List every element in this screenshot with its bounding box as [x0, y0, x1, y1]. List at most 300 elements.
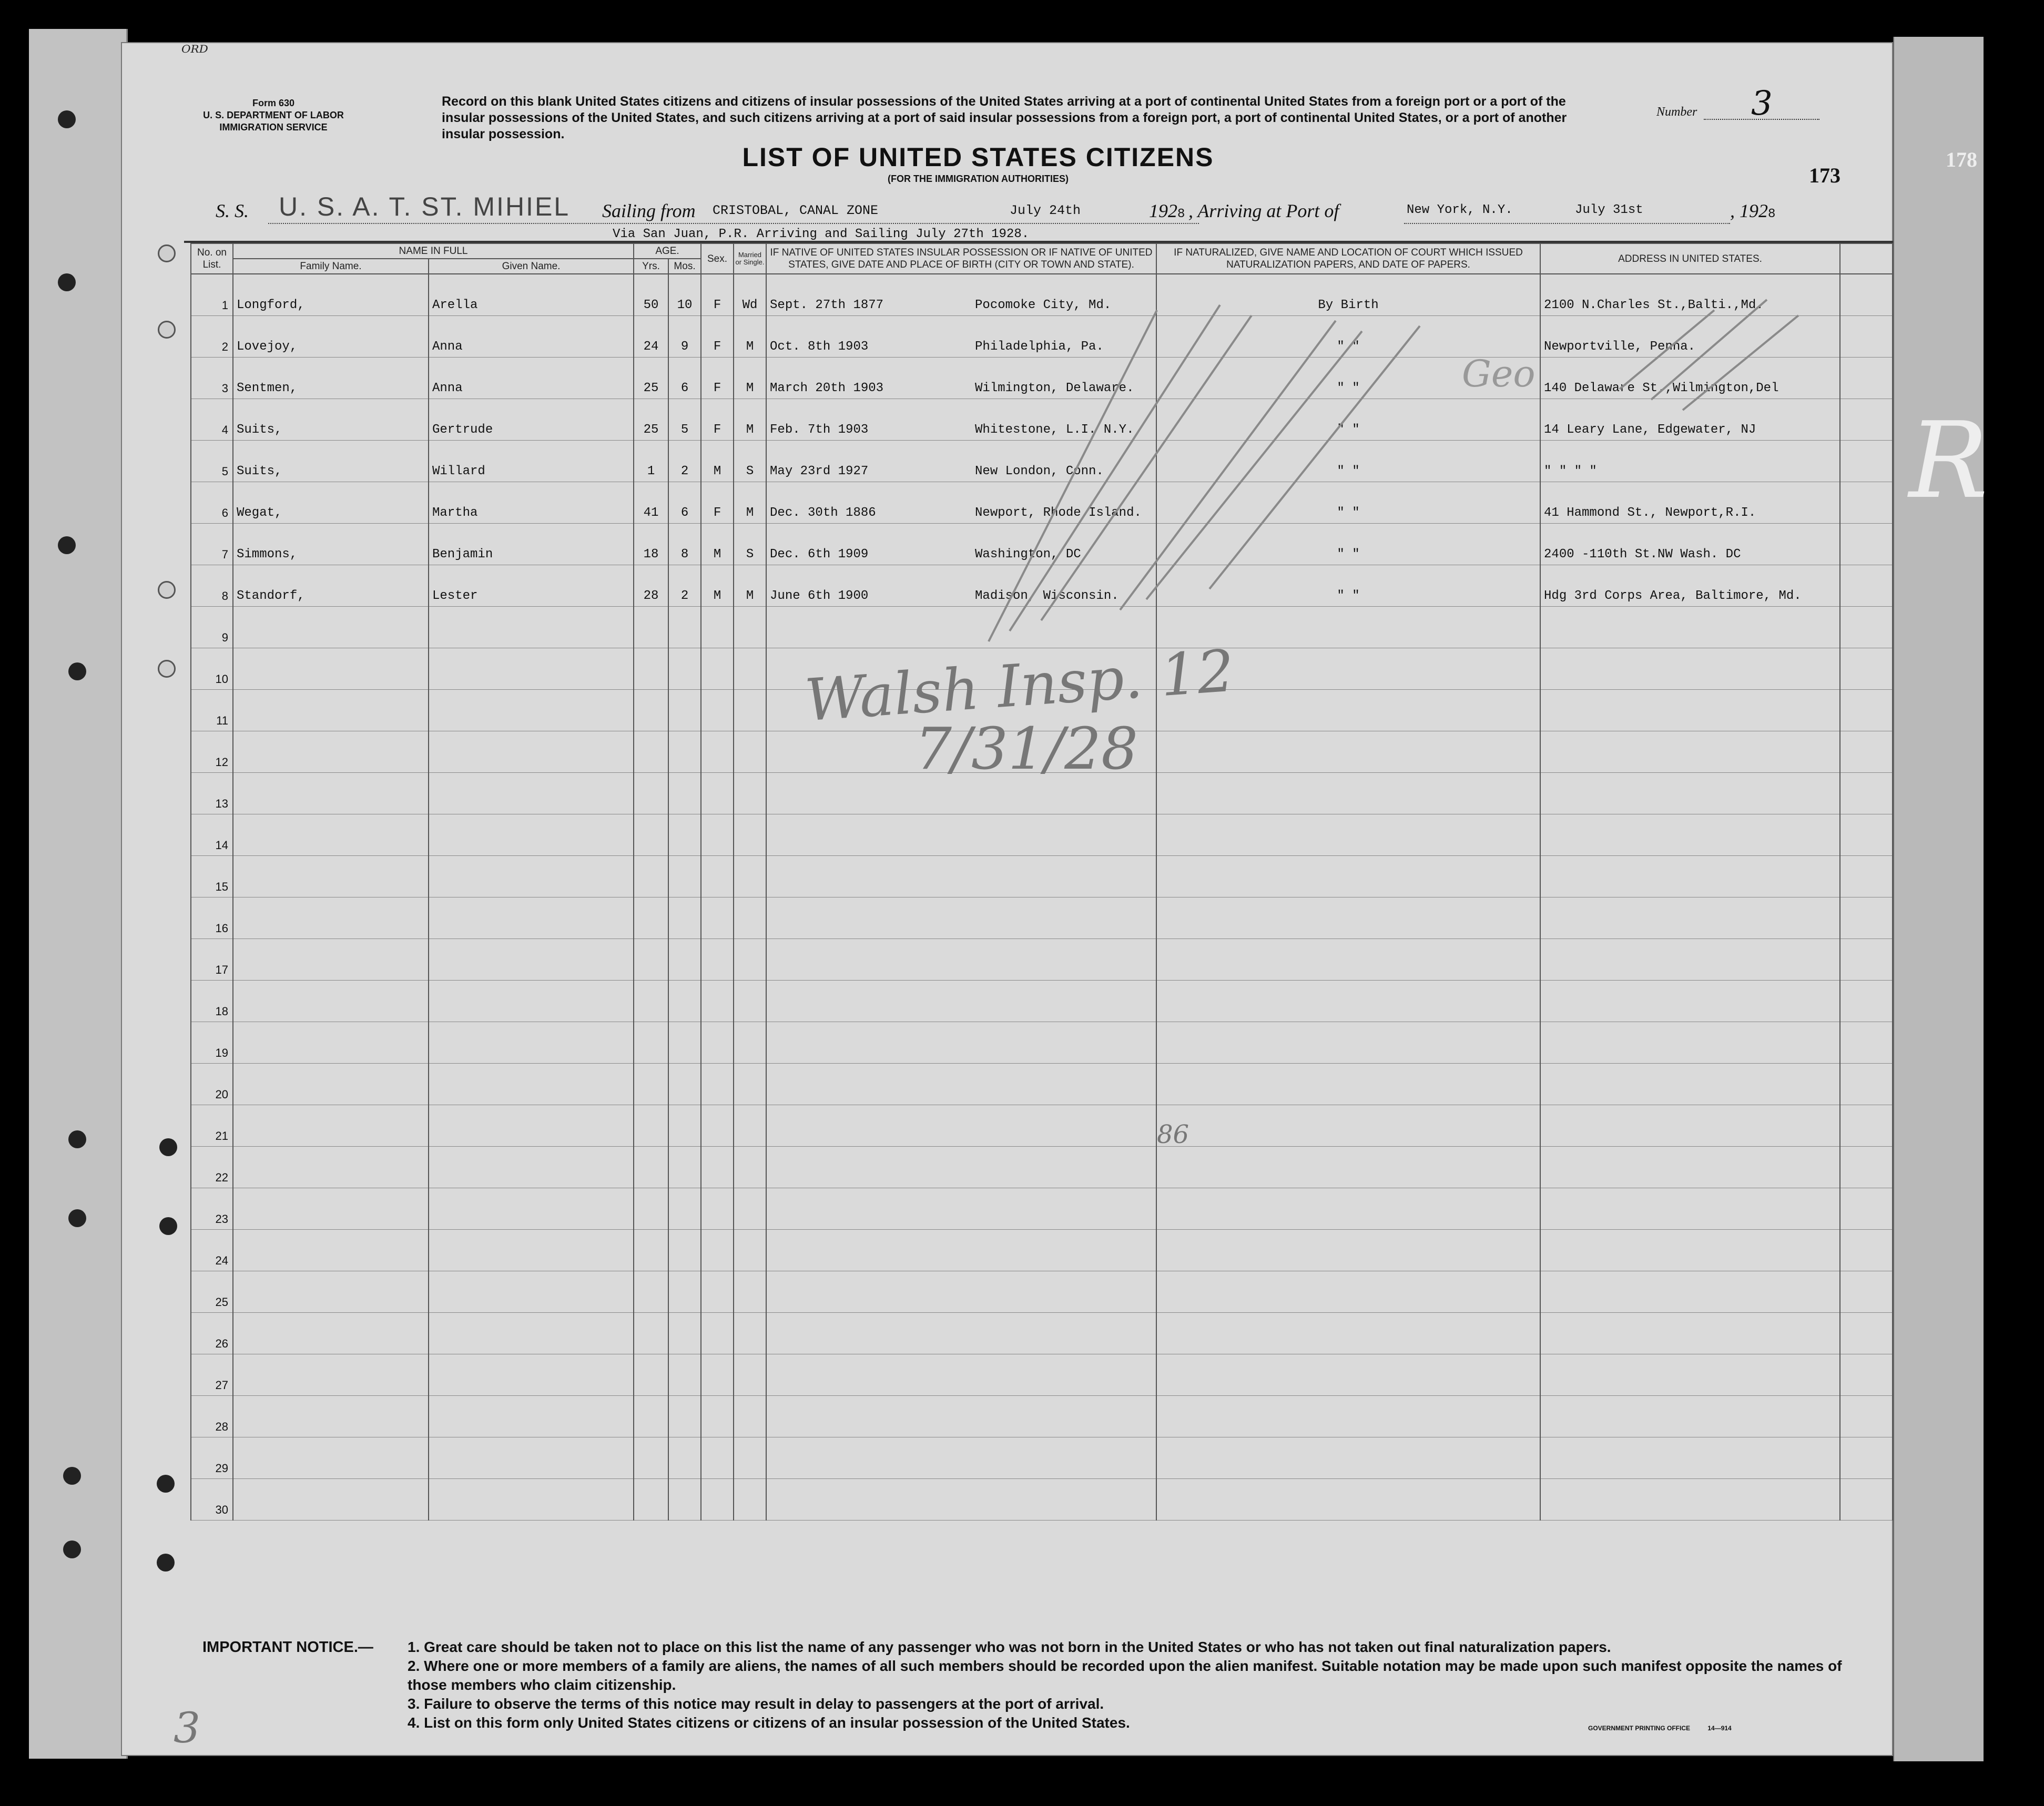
- given-name: Anna: [429, 316, 634, 358]
- binder-hole: [58, 110, 76, 128]
- pencil-stroke: [1010, 305, 1220, 631]
- adjacent-page-edge: [1893, 37, 1984, 1761]
- family-name: Sentmen,: [233, 358, 429, 399]
- sex: [701, 856, 734, 897]
- given-name: [429, 1479, 634, 1521]
- address: 2100 N.Charles St.,Balti.,Md.: [1540, 274, 1840, 316]
- row-number: 8: [191, 565, 233, 607]
- marital-status: [734, 731, 766, 773]
- naturalization: [1156, 1479, 1540, 1521]
- row-number: 12: [191, 731, 233, 773]
- age-months: [668, 939, 701, 981]
- blank-cell: [1840, 399, 1893, 441]
- address: [1540, 731, 1840, 773]
- row-number: 7: [191, 524, 233, 565]
- binder-hole: [58, 273, 76, 291]
- sex: [701, 1354, 734, 1396]
- age-years: 24: [634, 316, 668, 358]
- table-row: [191, 1105, 1893, 1147]
- table-row: [191, 939, 1893, 981]
- given-name: [429, 731, 634, 773]
- age-months: [668, 648, 701, 690]
- sex: [701, 607, 734, 648]
- given-name: [429, 1105, 634, 1147]
- sailing-from: CRISTOBAL, CANAL ZONE: [713, 203, 879, 218]
- marital-status: [734, 939, 766, 981]
- given-name: Willard: [429, 441, 634, 482]
- given-name: [429, 690, 634, 731]
- marital-status: [734, 1271, 766, 1313]
- birth-date-place: [766, 814, 1156, 856]
- row-number: 28: [191, 1396, 233, 1437]
- row-number: 24: [191, 1230, 233, 1271]
- given-name: [429, 1022, 634, 1064]
- sex: [701, 1188, 734, 1230]
- naturalization: [1156, 1396, 1540, 1437]
- family-name: [233, 731, 429, 773]
- naturalization: " ": [1156, 524, 1540, 565]
- family-name: Longford,: [233, 274, 429, 316]
- naturalization: " ": [1156, 441, 1540, 482]
- age-years: [634, 1354, 668, 1396]
- sheet-hole: [158, 581, 176, 599]
- family-name: [233, 1479, 429, 1521]
- sheet-hole: [158, 244, 176, 262]
- family-name: Wegat,: [233, 482, 429, 524]
- blank-cell: [1840, 897, 1893, 939]
- notice-item: 4. List on this form only United States citizens or citizens of an insular possession of the United States.: [408, 1715, 1130, 1731]
- col-header-family: Family Name.: [233, 259, 429, 274]
- naturalization: [1156, 1437, 1540, 1479]
- sex: [701, 1064, 734, 1105]
- birth-date-place: [766, 1064, 1156, 1105]
- given-name: [429, 1147, 634, 1188]
- year-digit: 8: [1768, 207, 1776, 221]
- address: " " " ": [1540, 441, 1840, 482]
- col-header-given: Given Name.: [429, 259, 634, 274]
- margin-mark: R: [1909, 400, 1988, 522]
- sex: [701, 731, 734, 773]
- col-header-blank: [1840, 243, 1893, 274]
- family-name: [233, 939, 429, 981]
- binder-hole: [68, 1130, 86, 1148]
- naturalization: [1156, 773, 1540, 814]
- age-months: [668, 981, 701, 1022]
- age-years: 1: [634, 441, 668, 482]
- age-months: [668, 1064, 701, 1105]
- sex: F: [701, 399, 734, 441]
- birth-place: Wilmington, Delaware.: [975, 381, 1134, 395]
- marital-status: M: [734, 399, 766, 441]
- form-identifier: [158, 97, 389, 134]
- blank-cell: [1840, 939, 1893, 981]
- blank-cell: [1840, 1105, 1893, 1147]
- family-name: [233, 648, 429, 690]
- birth-date-place: [766, 1230, 1156, 1271]
- age-months: [668, 731, 701, 773]
- table-row: [191, 1396, 1893, 1437]
- family-name: [233, 1437, 429, 1479]
- naturalization: [1156, 1022, 1540, 1064]
- row-number: 13: [191, 773, 233, 814]
- age-years: [634, 1313, 668, 1354]
- sex: M: [701, 524, 734, 565]
- birth-date-place: [766, 1313, 1156, 1354]
- age-months: [668, 1437, 701, 1479]
- birth-date-place: [766, 1147, 1156, 1188]
- form-service: IMMIGRATION SERVICE: [219, 122, 328, 132]
- table-row: [191, 1354, 1893, 1396]
- age-years: [634, 981, 668, 1022]
- marital-status: [734, 897, 766, 939]
- birth-date: March 20th 1903: [770, 381, 884, 395]
- sex: F: [701, 482, 734, 524]
- age-months: [668, 690, 701, 731]
- age-months: 8: [668, 524, 701, 565]
- pencil-strokes: [789, 252, 1814, 694]
- naturalization: [1156, 939, 1540, 981]
- blank-cell: [1840, 316, 1893, 358]
- age-months: [668, 773, 701, 814]
- table-row: [191, 1064, 1893, 1105]
- blank-cell: [1840, 274, 1893, 316]
- row-number: 30: [191, 1479, 233, 1521]
- blank-cell: [1840, 773, 1893, 814]
- address: [1540, 1313, 1840, 1354]
- given-name: Lester: [429, 565, 634, 607]
- pencil-stroke: [1146, 331, 1362, 599]
- table-row: [191, 981, 1893, 1022]
- address: [1540, 1437, 1840, 1479]
- sailing-year: [1149, 200, 1185, 222]
- given-name: [429, 773, 634, 814]
- col-header-native: IF NATIVE OF UNITED STATES INSULAR POSSESSION OR IF NATIVE OF UNITED STATES, GIVE DATE AND PLACE OF BIRTH (CITY OR TOWN AND STATE).: [766, 243, 1156, 274]
- family-name: [233, 981, 429, 1022]
- marital-status: [734, 1313, 766, 1354]
- given-name: [429, 1396, 634, 1437]
- birth-date-place: [766, 1437, 1156, 1479]
- age-months: [668, 1354, 701, 1396]
- arriving-label: , Arriving at Port of: [1188, 200, 1339, 221]
- marital-status: M: [734, 358, 766, 399]
- year-digit: 8: [1177, 207, 1185, 221]
- family-name: [233, 607, 429, 648]
- col-header-address: ADDRESS IN UNITED STATES.: [1540, 243, 1840, 274]
- age-months: [668, 1188, 701, 1230]
- col-header-sex: Sex.: [701, 243, 734, 274]
- sex: [701, 773, 734, 814]
- row-number: 21: [191, 1105, 233, 1147]
- row-number: 15: [191, 856, 233, 897]
- age-years: [634, 939, 668, 981]
- family-name: Simmons,: [233, 524, 429, 565]
- family-name: [233, 1188, 429, 1230]
- blank-cell: [1840, 648, 1893, 690]
- blank-cell: [1840, 607, 1893, 648]
- sheet-hole: [159, 1138, 177, 1156]
- marital-status: M: [734, 565, 766, 607]
- year-prefix: 192: [1740, 200, 1768, 221]
- marital-status: [734, 981, 766, 1022]
- address: [1540, 1022, 1840, 1064]
- blank-cell: [1840, 1354, 1893, 1396]
- naturalization: [1156, 1313, 1540, 1354]
- birth-date-place: [766, 1105, 1156, 1147]
- row-number: 19: [191, 1022, 233, 1064]
- address: [1540, 1064, 1840, 1105]
- blank-cell: [1840, 1396, 1893, 1437]
- age-months: [668, 1479, 701, 1521]
- given-name: [429, 1064, 634, 1105]
- form-number: Form 630: [252, 98, 295, 108]
- year-prefix: 192: [1149, 200, 1177, 221]
- address: [1540, 814, 1840, 856]
- given-name: [429, 814, 634, 856]
- given-name: [429, 1271, 634, 1313]
- pencil-stroke: [1620, 310, 1714, 389]
- given-name: [429, 897, 634, 939]
- binder-hole: [63, 1467, 81, 1485]
- row-number: 17: [191, 939, 233, 981]
- sex: [701, 1022, 734, 1064]
- marital-status: [734, 814, 766, 856]
- notice-item: 1. Great care should be taken not to place on this list the name of any passenger who was not born in the United States or who has not taken out final naturalization papers.: [408, 1639, 1611, 1655]
- sheet-hole: [159, 1217, 177, 1235]
- address: [1540, 1396, 1840, 1437]
- blank-cell: [1840, 1313, 1893, 1354]
- blank-cell: [1840, 1147, 1893, 1188]
- pencil-stroke: [1683, 315, 1798, 410]
- birth-place: Madison, Wisconsin.: [975, 589, 1119, 603]
- age-months: 9: [668, 316, 701, 358]
- blank-cell: [1840, 565, 1893, 607]
- table-row: [191, 1271, 1893, 1313]
- row-number: 25: [191, 1271, 233, 1313]
- naturalization: [1156, 1354, 1540, 1396]
- family-name: [233, 1230, 429, 1271]
- marital-status: [734, 1354, 766, 1396]
- family-name: [233, 897, 429, 939]
- age-months: [668, 897, 701, 939]
- row-number: 9: [191, 607, 233, 648]
- age-years: 28: [634, 565, 668, 607]
- age-months: 2: [668, 441, 701, 482]
- naturalization: [1156, 1105, 1540, 1147]
- row-number: 26: [191, 1313, 233, 1354]
- naturalization: [1156, 856, 1540, 897]
- birth-date: Feb. 7th 1903: [770, 423, 869, 437]
- age-years: [634, 897, 668, 939]
- sex: F: [701, 358, 734, 399]
- marital-status: [734, 1064, 766, 1105]
- marital-status: [734, 1105, 766, 1147]
- table-row: [191, 856, 1893, 897]
- sex: [701, 1105, 734, 1147]
- sex: F: [701, 274, 734, 316]
- birth-date-place: [766, 856, 1156, 897]
- age-years: [634, 814, 668, 856]
- age-years: [634, 856, 668, 897]
- table-row: [191, 1188, 1893, 1230]
- address: Newportville, Penna.: [1540, 316, 1840, 358]
- birth-date-place: [766, 1271, 1156, 1313]
- given-name: Arella: [429, 274, 634, 316]
- sex: [701, 648, 734, 690]
- sex: M: [701, 565, 734, 607]
- binder-hole: [58, 536, 76, 554]
- given-name: [429, 1313, 634, 1354]
- address: [1540, 1105, 1840, 1147]
- marital-status: M: [734, 316, 766, 358]
- col-header-no: No. on List.: [191, 243, 233, 274]
- ss-prefix: S. S.: [216, 200, 249, 221]
- sex: [701, 1479, 734, 1521]
- table-row: [191, 1022, 1893, 1064]
- table-row: [191, 1479, 1893, 1521]
- marital-status: [734, 1188, 766, 1230]
- age-years: 50: [634, 274, 668, 316]
- blank-cell: [1840, 1064, 1893, 1105]
- given-name: Martha: [429, 482, 634, 524]
- family-name: [233, 856, 429, 897]
- table-row: [191, 1147, 1893, 1188]
- given-name: Gertrude: [429, 399, 634, 441]
- col-header-name: NAME IN FULL: [233, 243, 634, 259]
- family-name: Standorf,: [233, 565, 429, 607]
- age-years: [634, 1396, 668, 1437]
- naturalization: [1156, 897, 1540, 939]
- page-number: 173: [1809, 164, 1840, 187]
- sex: F: [701, 316, 734, 358]
- naturalization: [1156, 1188, 1540, 1230]
- given-name: [429, 648, 634, 690]
- pencil-note: 86: [1157, 1120, 1189, 1149]
- naturalization: [1156, 1230, 1540, 1271]
- marital-status: [734, 773, 766, 814]
- age-months: [668, 1230, 701, 1271]
- age-months: [668, 1313, 701, 1354]
- marital-status: M: [734, 482, 766, 524]
- birth-place: Newport, Rhode Island.: [975, 506, 1142, 520]
- blank-cell: [1840, 1230, 1893, 1271]
- pencil-stroke: [1209, 326, 1420, 589]
- family-name: [233, 1064, 429, 1105]
- blank-cell: [1840, 814, 1893, 856]
- sex: [701, 897, 734, 939]
- naturalization: [1156, 1271, 1540, 1313]
- marital-status: [734, 1147, 766, 1188]
- naturalization: [1156, 731, 1540, 773]
- sex: [701, 1271, 734, 1313]
- row-number: 6: [191, 482, 233, 524]
- sex: [701, 1313, 734, 1354]
- address: [1540, 690, 1840, 731]
- blank-cell: [1840, 731, 1893, 773]
- adjacent-page-number: 178: [1946, 148, 1977, 171]
- birth-date-place: [766, 897, 1156, 939]
- birth-date: June 6th 1900: [770, 589, 869, 603]
- col-header-naturalized: IF NATURALIZED, GIVE NAME AND LOCATION OF COURT WHICH ISSUED NATURALIZATION PAPERS, AND DATE OF PAPERS.: [1156, 243, 1540, 274]
- number-label: Number: [1656, 105, 1697, 119]
- age-months: 2: [668, 565, 701, 607]
- inspector-date: 7/31/28: [915, 715, 1138, 782]
- sex: [701, 1396, 734, 1437]
- family-name: Suits,: [233, 441, 429, 482]
- age-months: [668, 814, 701, 856]
- sailing-date: July 24th: [1010, 203, 1081, 218]
- blank-cell: [1840, 1271, 1893, 1313]
- sex: [701, 1230, 734, 1271]
- arriving-year: , 1928: [1730, 200, 1776, 221]
- birth-date-place: [766, 1354, 1156, 1396]
- family-name: [233, 1147, 429, 1188]
- form-department: U. S. DEPARTMENT OF LABOR: [203, 110, 344, 120]
- address-pencil-note: Geo: [1462, 352, 1535, 395]
- sheet-hole: [158, 321, 176, 339]
- table-row: [191, 1230, 1893, 1271]
- age-years: [634, 607, 668, 648]
- age-years: [634, 731, 668, 773]
- notice-label: IMPORTANT NOTICE.—: [202, 1639, 373, 1656]
- birth-date-place: [766, 1396, 1156, 1437]
- address: [1540, 1354, 1840, 1396]
- blank-cell: [1840, 981, 1893, 1022]
- age-years: [634, 690, 668, 731]
- birth-date: May 23rd 1927: [770, 464, 869, 478]
- age-years: [634, 1437, 668, 1479]
- row-number: 20: [191, 1064, 233, 1105]
- age-months: [668, 607, 701, 648]
- address: [1540, 939, 1840, 981]
- age-years: [634, 1105, 668, 1147]
- age-years: 41: [634, 482, 668, 524]
- address: 140 Delaware St.,Wilmington,Del: [1540, 358, 1840, 399]
- birth-place: Philadelphia, Pa.: [975, 340, 1104, 354]
- row-number: 1: [191, 274, 233, 316]
- naturalization: " ": [1156, 316, 1540, 358]
- inspector-signature: Walsh Insp. 12: [802, 637, 1237, 734]
- sex: [701, 814, 734, 856]
- col-header-married: Married or Single.: [734, 243, 766, 274]
- birth-date: Dec. 6th 1909: [770, 547, 869, 562]
- marital-status: S: [734, 524, 766, 565]
- naturalization: " ": [1156, 482, 1540, 524]
- sheet-hole: [157, 1475, 175, 1493]
- age-years: [634, 1064, 668, 1105]
- marital-status: [734, 1230, 766, 1271]
- naturalization: [1156, 981, 1540, 1022]
- top-corner-mark: ᴼᴿᴰ: [181, 42, 208, 63]
- birth-place: Whitestone, L.I. N.Y.: [975, 423, 1134, 437]
- binder-hole: [63, 1540, 81, 1558]
- birth-date-place: [766, 939, 1156, 981]
- address: [1540, 856, 1840, 897]
- age-months: 6: [668, 358, 701, 399]
- record-instructions: Record on this blank United States citizens and citizens of insular possessions of the United States arriving at a port of continental United States from a foreign port or a port of the insular possessions of the United States, and such citizens arriving at a port of said insular possessions from a foreign port, a port of continental United States, or a port of another insular possession.: [442, 94, 1567, 141]
- blank-cell: [1840, 524, 1893, 565]
- marital-status: S: [734, 441, 766, 482]
- family-name: [233, 1022, 429, 1064]
- pencil-stroke: [989, 310, 1157, 641]
- family-name: [233, 1354, 429, 1396]
- blank-cell: [1840, 441, 1893, 482]
- ship-name: U. S. A. T. ST. MIHIEL: [279, 192, 571, 221]
- address: [1540, 981, 1840, 1022]
- notice-items: [408, 1638, 1848, 1732]
- naturalization: [1156, 814, 1540, 856]
- age-years: [634, 1230, 668, 1271]
- birth-date-place: [766, 1188, 1156, 1230]
